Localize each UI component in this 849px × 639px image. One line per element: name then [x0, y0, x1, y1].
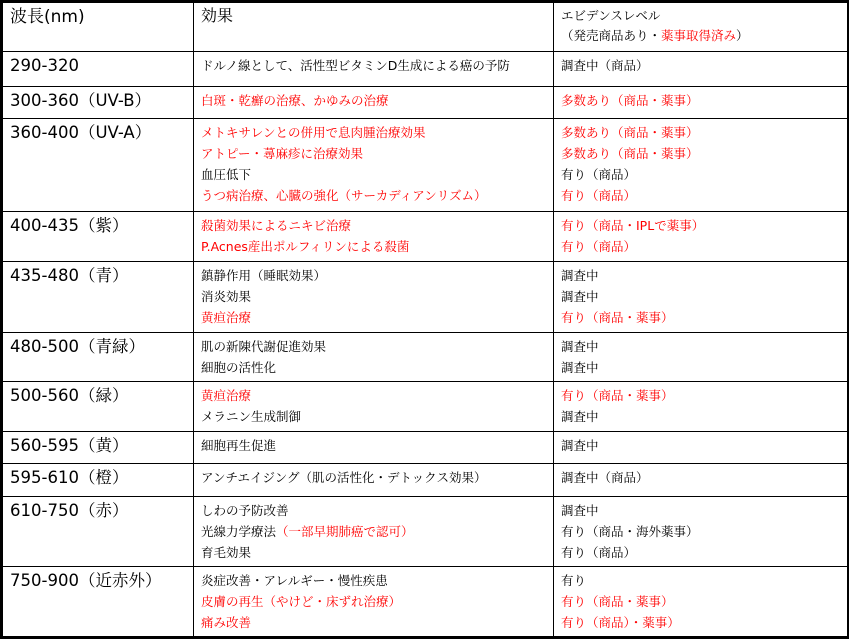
effect-line-text: メラニン生成制御	[201, 408, 302, 424]
effect-line-text: 細胞の活性化	[201, 359, 277, 375]
header-evidence-note	[561, 26, 841, 46]
effect-line-text: （一部早期肺癌で認可）	[276, 523, 414, 539]
effect-line	[201, 215, 547, 236]
header-row	[3, 3, 848, 52]
evidence-line	[561, 122, 841, 143]
effect-cell	[194, 464, 554, 496]
effect-line	[201, 307, 547, 328]
evidence-line	[561, 467, 841, 488]
table-row	[3, 566, 848, 636]
effect-cell	[194, 496, 554, 566]
effect-cell	[194, 119, 554, 212]
effect-line-text: 白斑・乾癬の治療、かゆみの治療	[201, 92, 389, 108]
effect-line-text: メトキサレンとの併用で息肉腫治療効果	[201, 125, 426, 141]
evidence-line-text: 有り	[561, 572, 587, 588]
effect-line-text: 肌の新陳代謝促進効果	[201, 338, 327, 354]
wavelength-effects-table	[2, 2, 848, 637]
wavelength-cell	[3, 52, 194, 87]
wavelength-cell	[3, 464, 194, 496]
wavelength-cell	[3, 212, 194, 262]
evidence-line	[561, 435, 841, 456]
effect-line	[201, 265, 547, 286]
effect-line-text: 光線力学療法	[201, 523, 277, 539]
effect-line	[201, 521, 547, 542]
evidence-line-text: 調査中	[561, 268, 599, 284]
effect-line	[201, 90, 547, 111]
table-row	[3, 52, 848, 87]
effect-line	[201, 542, 547, 563]
evidence-line-text: 調査中	[561, 502, 599, 518]
evidence-line-text: 調査中	[561, 359, 599, 375]
header-evidence	[554, 3, 848, 52]
table-row	[3, 212, 848, 262]
effect-line-text: 皮膚の再生（やけど・床ずれ治療）	[201, 593, 402, 609]
effect-line-text: 黄疸治療	[201, 310, 252, 326]
evidence-line-text: 調査中	[561, 437, 599, 453]
wavelength-value: 610-750（赤）	[10, 500, 129, 520]
effect-line	[201, 591, 547, 612]
table-row	[3, 431, 848, 463]
table-container	[2, 2, 847, 637]
evidence-line	[561, 286, 841, 307]
evidence-cell	[554, 566, 848, 636]
evidence-line-text: 有り（商品・薬事）	[561, 310, 674, 326]
effect-line-text: P.Acnes産出ポルフィリンによる殺菌	[201, 239, 410, 255]
header-effect	[194, 3, 554, 52]
wavelength-cell	[3, 119, 194, 212]
wavelength-cell	[3, 332, 194, 381]
wavelength-cell	[3, 262, 194, 332]
wavelength-value: 750-900（近赤外）	[10, 570, 162, 590]
effect-line	[201, 357, 547, 378]
wavelength-cell	[3, 381, 194, 431]
evidence-line	[561, 236, 841, 257]
table-row	[3, 119, 848, 212]
header-evidence-note-prefix: （発売商品あり・	[561, 28, 662, 43]
effect-line	[201, 467, 547, 488]
evidence-line-text: 調査中	[561, 338, 599, 354]
effect-line-text: 細胞再生促進	[201, 437, 277, 453]
effect-line	[201, 55, 547, 76]
header-evidence-title: エビデンスレベル	[561, 8, 661, 23]
effect-line	[201, 570, 547, 591]
effect-cell	[194, 431, 554, 463]
evidence-line-text: 有り（商品・薬事）	[561, 387, 674, 403]
evidence-cell	[554, 431, 848, 463]
evidence-line	[561, 591, 841, 612]
wavelength-cell	[3, 496, 194, 566]
table-body	[3, 3, 848, 637]
effect-line-text: アトピー・蕁麻疹に治療効果	[201, 146, 364, 162]
effect-line-text: 殺菌効果によるニキビ治療	[201, 218, 352, 234]
evidence-line-text: 有り（商品・海外薬事）	[561, 523, 699, 539]
evidence-line	[561, 612, 841, 633]
wavelength-value: 500-560（緑）	[10, 385, 129, 405]
table-row	[3, 464, 848, 496]
header-effect-label: 効果	[201, 6, 234, 25]
effect-line	[201, 164, 547, 185]
effect-line-text: 血圧低下	[201, 167, 252, 183]
effect-line	[201, 435, 547, 456]
table-row	[3, 262, 848, 332]
evidence-line-text: 有り（商品）・薬事）	[561, 614, 680, 630]
effect-line	[201, 143, 547, 164]
effect-line	[201, 612, 547, 633]
evidence-cell	[554, 212, 848, 262]
effect-cell	[194, 86, 554, 118]
effect-line-text: うつ病治療、心臓の強化（サーカディアンリズム）	[201, 188, 487, 204]
evidence-line	[561, 406, 841, 427]
effect-line	[201, 286, 547, 307]
evidence-cell	[554, 262, 848, 332]
evidence-line-text: 有り（商品・IPLで薬事）	[561, 218, 705, 234]
header-wavelength-label: 波長(nm)	[10, 7, 85, 27]
evidence-line	[561, 357, 841, 378]
evidence-line	[561, 55, 841, 76]
header-evidence-note-highlight: 薬事取得済み	[661, 28, 737, 43]
evidence-line-text: 調査中	[561, 289, 599, 305]
wavelength-value: 480-500（青緑）	[10, 336, 145, 356]
wavelength-value: 560-595（黄）	[10, 435, 129, 455]
wavelength-value: 400-435（紫）	[10, 216, 129, 236]
effect-cell	[194, 332, 554, 381]
header-wavelength	[3, 3, 194, 52]
evidence-line-text: 調査中（商品）	[561, 58, 649, 74]
header-evidence-note-suffix: ）	[736, 28, 749, 43]
evidence-line	[561, 336, 841, 357]
evidence-cell	[554, 381, 848, 431]
effect-line	[201, 406, 547, 427]
evidence-cell	[554, 464, 848, 496]
evidence-line-text: 調査中	[561, 408, 599, 424]
evidence-line-text: 有り（商品）	[561, 188, 637, 204]
evidence-line	[561, 215, 841, 236]
effect-line	[201, 336, 547, 357]
evidence-line-text: 有り（商品）	[561, 544, 637, 560]
evidence-line-text: 多数あり（商品・薬事）	[561, 92, 699, 108]
effect-line-text: 消炎効果	[201, 289, 252, 305]
evidence-line	[561, 265, 841, 286]
wavelength-cell	[3, 566, 194, 636]
evidence-line-text: 調査中（商品）	[561, 470, 649, 486]
effect-line	[201, 385, 547, 406]
wavelength-value: 300-360（UV-B）	[10, 90, 152, 110]
evidence-line	[561, 570, 841, 591]
table-row	[3, 381, 848, 431]
evidence-line	[561, 542, 841, 563]
effect-cell	[194, 566, 554, 636]
evidence-line-text: 有り（商品）	[561, 239, 637, 255]
evidence-line	[561, 385, 841, 406]
wavelength-value: 435-480（青）	[10, 266, 129, 286]
table-row	[3, 86, 848, 118]
evidence-cell	[554, 52, 848, 87]
effect-line-text: 炎症改善・アレルギー・慢性疾患	[201, 572, 388, 588]
effect-line	[201, 185, 547, 206]
effect-line-text: ドルノ線として、活性型ビタミンD生成による癌の予防	[201, 58, 510, 74]
effect-line-text: しわの予防改善	[201, 502, 289, 518]
wavelength-value: 595-610（橙）	[10, 468, 129, 488]
evidence-cell	[554, 119, 848, 212]
evidence-line	[561, 307, 841, 328]
effect-line-text: 黄疸治療	[201, 387, 252, 403]
effect-line	[201, 122, 547, 143]
evidence-cell	[554, 86, 848, 118]
effect-cell	[194, 212, 554, 262]
effect-cell	[194, 381, 554, 431]
evidence-line	[561, 500, 841, 521]
evidence-line	[561, 521, 841, 542]
effect-line-text: 鎮静作用（睡眠効果）	[201, 268, 327, 284]
evidence-cell	[554, 496, 848, 566]
evidence-line-text: 多数あり（商品・薬事）	[561, 146, 699, 162]
evidence-line-text: 多数あり（商品・薬事）	[561, 125, 699, 141]
evidence-line-text: 有り（商品・薬事）	[561, 593, 674, 609]
wavelength-value: 360-400（UV-A）	[10, 123, 152, 143]
effect-cell	[194, 52, 554, 87]
wavelength-cell	[3, 431, 194, 463]
evidence-line	[561, 90, 841, 111]
effect-line-text: 痛み改善	[201, 614, 252, 630]
evidence-line	[561, 185, 841, 206]
effect-line-text: 育毛効果	[201, 544, 252, 560]
wavelength-cell	[3, 86, 194, 118]
evidence-cell	[554, 332, 848, 381]
evidence-line	[561, 164, 841, 185]
effect-line	[201, 500, 547, 521]
effect-line	[201, 236, 547, 257]
table-row	[3, 332, 848, 381]
wavelength-value: 290-320	[10, 56, 79, 76]
effect-line-text: アンチエイジング（肌の活性化・デトックス効果）	[201, 470, 487, 486]
evidence-line	[561, 143, 841, 164]
table-row	[3, 496, 848, 566]
effect-cell	[194, 262, 554, 332]
evidence-line-text: 有り（商品）	[561, 167, 637, 183]
